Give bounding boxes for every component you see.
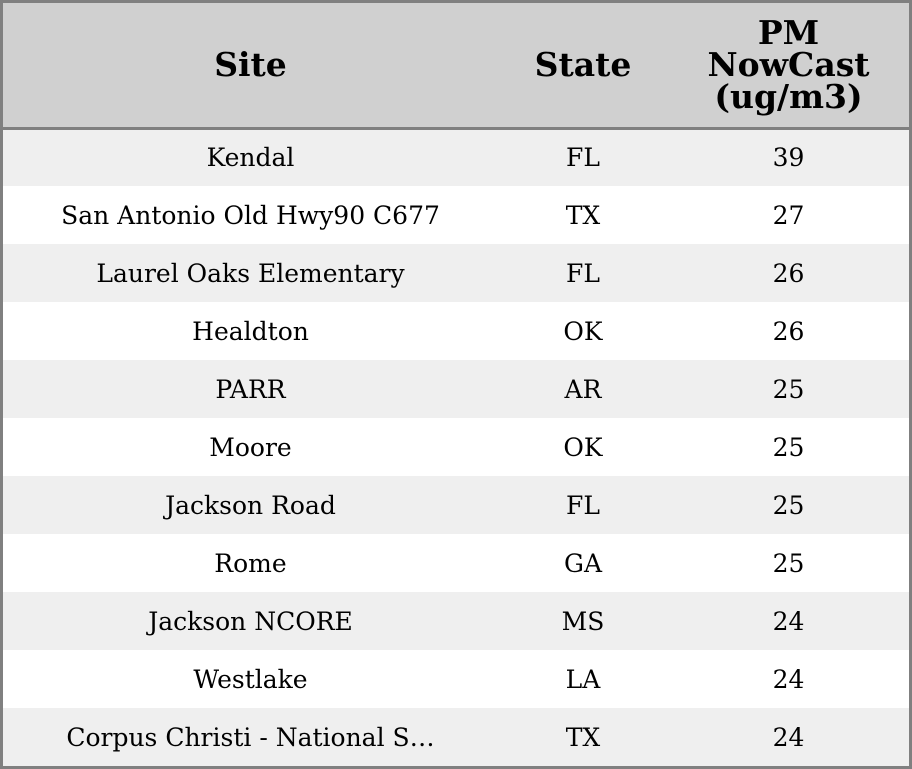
table-row <box>3 186 909 244</box>
cell-pm-nowcast: 24 <box>772 664 805 694</box>
table-row <box>3 360 909 418</box>
cell-site: Corpus Christi - National S… <box>66 722 435 752</box>
cell-site: Kendal <box>206 143 295 173</box>
cell-state: MS <box>561 606 605 636</box>
cell-pm-nowcast: 25 <box>772 548 805 578</box>
table-row <box>3 650 909 708</box>
table-header-row <box>3 3 909 128</box>
table-row <box>3 708 909 766</box>
table-row <box>3 302 909 360</box>
table-row <box>3 418 909 476</box>
cell-state: LA <box>565 664 601 694</box>
cell-pm-nowcast: 39 <box>772 143 805 173</box>
cell-site: Moore <box>209 432 292 462</box>
cell-state: GA <box>563 548 603 578</box>
cell-state: FL <box>566 143 600 173</box>
table-row <box>3 534 909 592</box>
cell-site: Jackson NCORE <box>148 606 353 636</box>
cell-pm-nowcast: 25 <box>772 432 805 462</box>
cell-site: Jackson Road <box>165 490 336 520</box>
cell-pm-nowcast: 24 <box>772 606 805 636</box>
cell-pm-nowcast: 25 <box>772 374 805 404</box>
table-row <box>3 128 909 186</box>
cell-state: OK <box>563 432 603 462</box>
cell-site: Westlake <box>193 664 308 694</box>
table-row <box>3 592 909 650</box>
cell-state: FL <box>566 490 600 520</box>
cell-pm-nowcast: 27 <box>772 200 805 230</box>
table-body <box>3 128 909 766</box>
column-header-site: Site <box>3 3 498 128</box>
cell-site: Laurel Oaks Elementary <box>96 258 405 288</box>
cell-state: TX <box>565 722 601 752</box>
cell-site: San Antonio Old Hwy90 C677 <box>61 200 440 230</box>
cell-state: TX <box>565 200 601 230</box>
cell-state: FL <box>566 258 600 288</box>
cell-pm-nowcast: 24 <box>772 722 805 752</box>
cell-site: PARR <box>215 374 286 404</box>
cell-state: OK <box>563 316 603 346</box>
cell-site: Rome <box>214 548 287 578</box>
column-header-pm-nowcast <box>668 3 909 128</box>
column-header-state: State <box>498 3 668 128</box>
cell-state: AR <box>564 374 602 404</box>
table-row <box>3 476 909 534</box>
cell-pm-nowcast: 25 <box>772 490 805 520</box>
cell-pm-nowcast: 26 <box>772 316 805 346</box>
cell-site: Healdton <box>192 316 309 346</box>
cell-pm-nowcast: 26 <box>772 258 805 288</box>
table-row <box>3 244 909 302</box>
pm-nowcast-table <box>3 3 909 766</box>
column-header-pm-nowcast-text: PM NowCast (ug/m3) <box>707 12 870 116</box>
